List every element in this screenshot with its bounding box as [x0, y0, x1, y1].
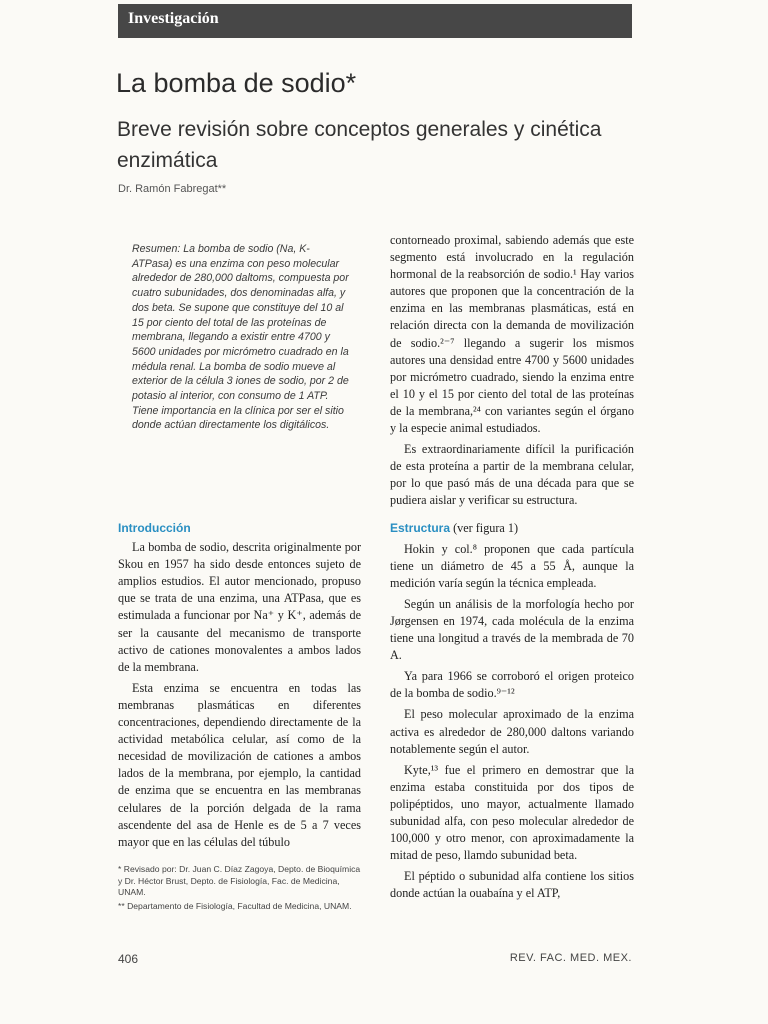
footnote-2: ** Departamento de Fisiología, Facultad de Medicina, UNAM. — [118, 900, 352, 911]
intro-paragraph-1: La bomba de sodio, descrita originalmente por Skou en 1957 ha sido desde entonces sujeto de amplios estudios. El autor mencionado, propuso que se trata de una enzima, una ATPasa, que es estimulada a funcionar por Na⁺ y K⁺, además de ser la causante del mecanismo de transporte activo de cationes monovalentes a ambos lados de la membrana. — [118, 540, 361, 674]
structure-heading: Estructura — [390, 520, 451, 535]
intro-heading: Introducción — [118, 521, 191, 535]
footnote-1: * Revisado por: Dr. Juan C. Díaz Zagoya, Depto. de Bioquímica y Dr. Héctor Brust, Depto. de Fisiología, Fac. de Medicina, UNAM. — [118, 864, 361, 897]
author-line: Dr. Ramón Fabregat** — [118, 183, 227, 195]
body-paragraph-1: contorneado proximal, sabiendo además que este segmento está involucrado en la regulación hormonal de la reabsorción de sodio.¹ Hay varios autores que proponen que la concentración de la enzima en las membranas plasmáticas, está en relación directa con la demanda de movilización de sodio.²⁻⁷ llegando a sugerir los mismos autores una densidad entre 4700 y 5600 unidades por micrómetro cuadrado, siendo la enzima entre el 10 y el 15 por ciento del total de las proteínas de la membrana,²⁴ con variantes según el órgano y la especie animal estudiados. — [390, 233, 634, 436]
intro-paragraph-2: Esta enzima se encuentra en todas las membranas plasmáticas en diferentes concentraciones, dependiendo directamente de la actividad metabólica celular, así como de la necesidad de movilización de cationes a ambos lados de la membrana, por ejemplo, la cantidad de enzima que se encuentra en las membranas celulares de la porción delgada de la rama ascendente del asa de Henle es de 5 a 7 veces mayor que en las células del túbulo — [118, 680, 361, 849]
body-paragraph-6: El peso molecular aproximado de la enzima activa es alrededor de 280,000 daltons variando notablemente según el autor. — [390, 707, 634, 756]
page-number: 406 — [118, 952, 139, 966]
body-paragraph-2: Es extraordinariamente difícil la purificación de esta proteína a partir de la membrana celular, por lo que pasó más de una década para que se pudiera aislar y verificar su estructura. — [390, 442, 634, 508]
body-paragraph-8: El péptido o subunidad alfa contiene los sitios donde actúan la ouabaína y el ATP, — [390, 869, 634, 901]
structure-heading-line — [390, 520, 634, 537]
body-paragraph-7: Kyte,¹³ fue el primero en demostrar que la enzima estaba constituida por dos tipos de polipéptidos, uno mayor, actualmente llamado subunidad alfa, con peso molecular alrededor de 100,000 y otro menor, con aproximadamente la mitad de peso, llamdo subunidad beta. — [390, 762, 634, 863]
body-paragraph-4: Según un análisis de la morfología hecho por Jørgensen en 1974, cada molécula de la enzima tiene una longitud a través de la membrada de 70 A. — [390, 596, 634, 663]
body-paragraph-5: Ya para 1966 se corroboró el origen proteico de la bomba de sodio.⁹⁻¹² — [390, 669, 634, 701]
article-title: La bomba de sodio* — [116, 68, 357, 98]
structure-figure-note: (ver figura 1) — [450, 520, 519, 535]
article-subtitle: Breve revisión sobre conceptos generales y cinética enzimática — [117, 118, 602, 172]
body-paragraph-3: Hokin y col.⁸ proponen que cada partícula tiene un diámetro de 45 a 55 Å, aunque la medición varía según la técnica empleada. — [390, 541, 634, 590]
abstract: Resumen: La bomba de sodio (Na, K-ATPasa) es una enzima con peso molecular alrededor de 280,000 daltoms, compuesta por cuatro subunidades, dos denominadas alfa, y dos beta. Se supone que constituye del 10 al 15 por ciento del total de las proteínas de membrana, llegando a existir entre 4700 y 5600 unidades por micrómetro cuadrado en la médula renal. La bomba de sodio mueve al exterior de la célula 3 iones de sodio, por 2 de potasio al interior, con consumo de 1 ATP. Tiene importancia en la clínica por ser el sitio donde actúan directamente los digitálicos. — [132, 243, 349, 432]
journal-name: REV. FAC. MED. MEX. — [509, 952, 632, 964]
footnotes — [118, 864, 364, 914]
right-column — [390, 232, 634, 906]
section-label: Investigación — [128, 10, 219, 27]
section-header-band — [118, 4, 632, 38]
left-column — [118, 520, 361, 855]
